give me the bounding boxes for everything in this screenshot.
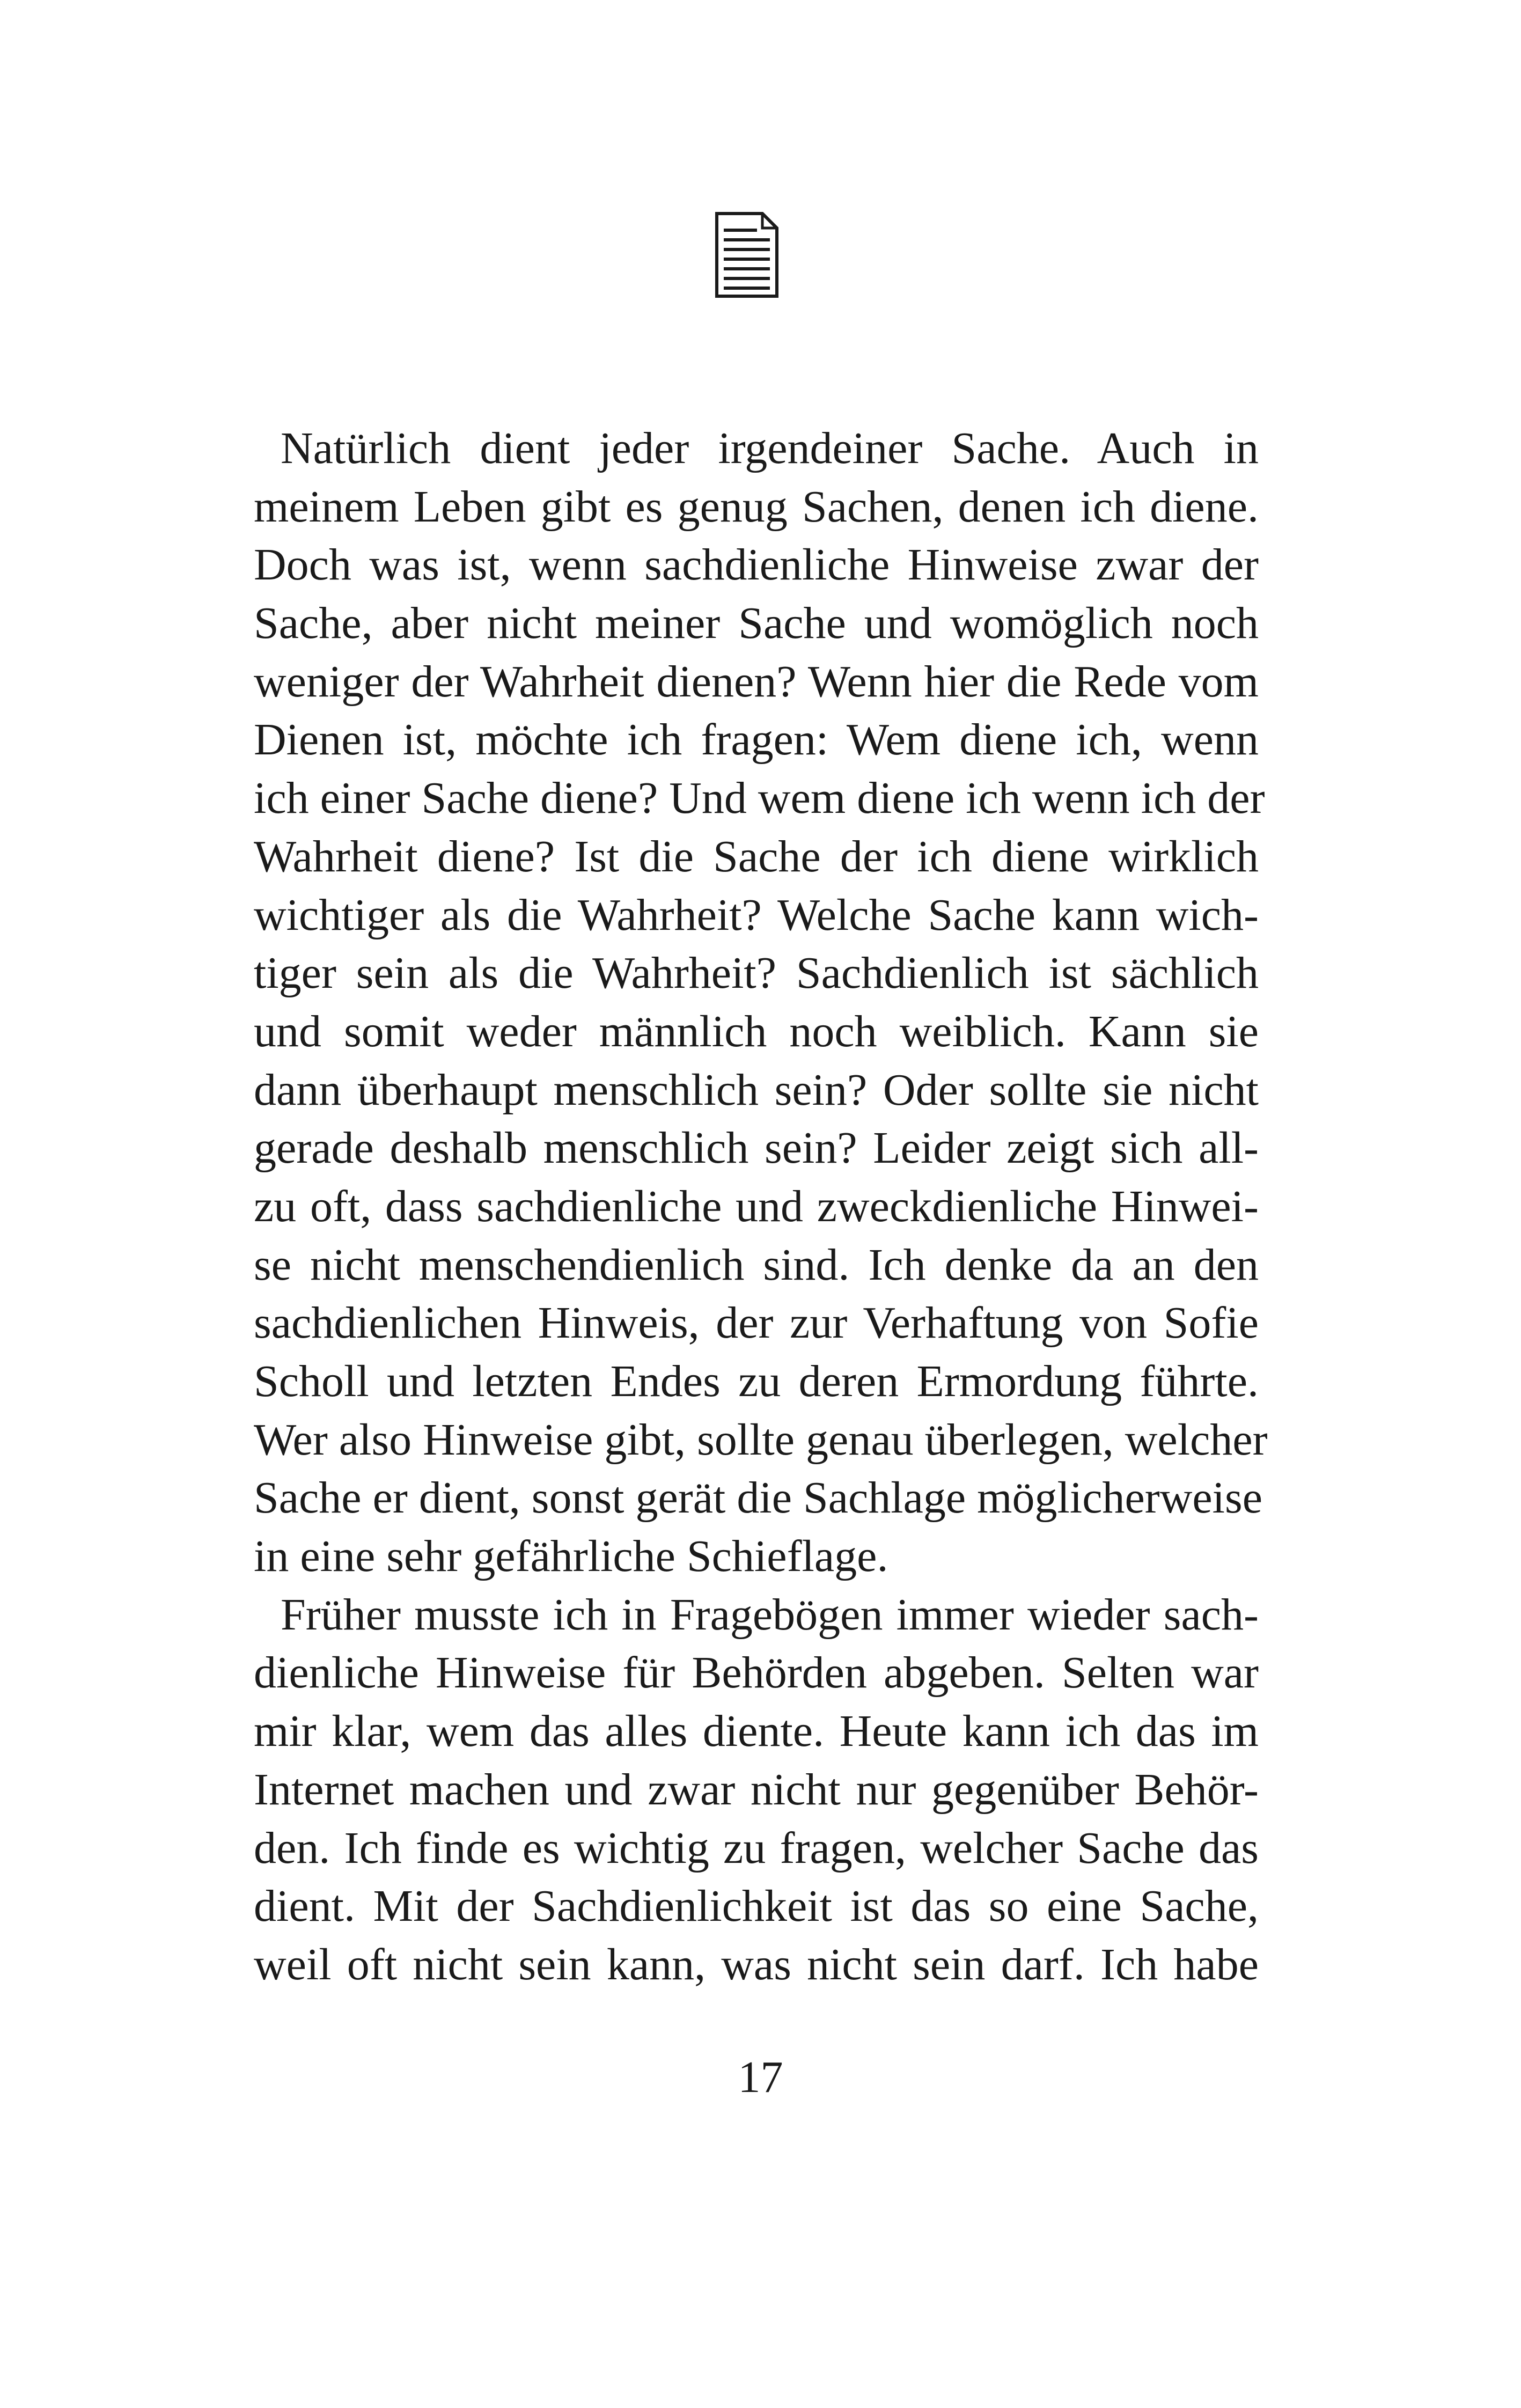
page-number: 17 (738, 2052, 783, 2102)
text-line: und somit weder männlich noch weiblich. Kann sie (254, 1006, 1259, 1056)
text-line: ich einer Sache diene? Und wem diene ich wenn ich der (254, 773, 1265, 824)
text-line: Doch was ist, wenn sachdienliche Hinweise zwar der (254, 540, 1259, 590)
text-line: dient. Mit der Sachdienlichkeit ist das so eine Sache, (254, 1881, 1259, 1932)
text-line: Früher musste ich in Fragebögen immer wieder sach- (281, 1589, 1259, 1640)
document-icon (715, 212, 778, 298)
text-line: mir klar, wem das alles diente. Heute kann ich das im (254, 1706, 1259, 1757)
text-line: Wer also Hinweise gibt, sollte genau überlegen, welcher (254, 1414, 1268, 1465)
body-text (254, 420, 1268, 1994)
text-line: sachdienlichen Hinweis, der zur Verhaftung von Sofie (254, 1298, 1259, 1348)
text-line: zu oft, dass sachdienliche und zweckdienliche Hinwei- (254, 1181, 1259, 1231)
text-line: weil oft nicht sein kann, was nicht sein darf. Ich habe (254, 1939, 1259, 1989)
text-line: dienliche Hinweise für Behörden abgeben. Selten war (254, 1648, 1259, 1698)
text-line: Wahrheit diene? Ist die Sache der ich diene wirklich (254, 831, 1259, 882)
text-line: den. Ich finde es wichtig zu fragen, welcher Sache das (254, 1823, 1259, 1873)
text-line: Sache, aber nicht meiner Sache und womöglich noch (254, 598, 1259, 649)
text-line: Scholl und letzten Endes zu deren Ermordung führte. (254, 1356, 1259, 1406)
text-line: gerade deshalb menschlich sein? Leider zeigt sich all- (254, 1123, 1259, 1173)
text-line: Natürlich dient jeder irgendeiner Sache. Auch in (281, 423, 1259, 473)
text-line: Dienen ist, möchte ich fragen: Wem diene ich, wenn (254, 715, 1259, 765)
text-line: weniger der Wahrheit dienen? Wenn hier die Rede vom (254, 656, 1259, 707)
text-line: dann überhaupt menschlich sein? Oder sollte sie nicht (254, 1064, 1259, 1115)
text-line: Sache er dient, sonst gerät die Sachlage möglicherweise (254, 1473, 1262, 1523)
text-line: tiger sein als die Wahrheit? Sachdienlich ist sächlich (254, 948, 1259, 999)
text-line: Internet machen und zwar nicht nur gegenüber Behör- (254, 1764, 1259, 1815)
text-line: meinem Leben gibt es genug Sachen, denen ich diene. (254, 481, 1259, 532)
text-line: wichtiger als die Wahrheit? Welche Sache kann wich- (254, 890, 1259, 940)
text-line: in eine sehr gefährliche Schieflage. (254, 1531, 888, 1582)
text-line: se nicht menschendienlich sind. Ich denke da an den (254, 1239, 1259, 1290)
